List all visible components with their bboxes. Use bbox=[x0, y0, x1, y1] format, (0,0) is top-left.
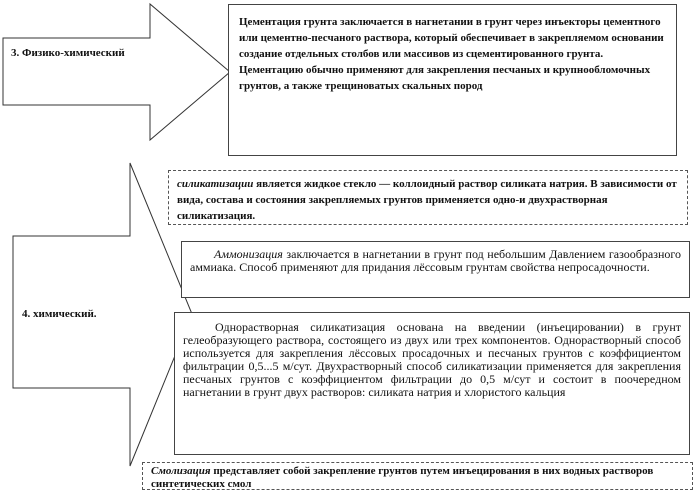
silicatization-text bbox=[177, 176, 679, 224]
silicatization-body: является жидкое стекло — коллоидный раствор силиката натрия. В зависимости от вида, состава и состояния закрепляемых грунтов применяется одно-и двухрастворная силикатизация. bbox=[177, 178, 677, 222]
smolization-box bbox=[142, 462, 693, 490]
ammonization-term: Аммонизация bbox=[214, 247, 283, 261]
smolization-term: Смолизация bbox=[151, 465, 211, 477]
ammonization-body: заключается в нагнетании в грунт под небольшим Давлением газообразного аммиака. Способ применяют для придания лёссовым грунтам свойства непросадочности. bbox=[190, 247, 681, 274]
section3-label: 3. Физико-химический bbox=[11, 47, 125, 59]
single-two-solution-text: Однорастворная силикатизация основана на введении (инъецировании) в грунт гелеобразующего раствора, состоящего из двух или трех компонентов. Однорастворный способ используется для закрепления лёссовых просадочных и песчаных грунтов с коэффициентом фильтрации 0,5...5 м/сут. Двухрастворный способ силикатизации применяется для закрепления песчаных грунтов с коэффициентом фильтрации до 0,5 м/сут и состоит в поочередном нагнетании в грунт двух растворов: силиката натрия и хлористого кальция bbox=[183, 320, 681, 399]
smolization-body: представляет собой закрепление грунтов путем инъецирования в них водных растворов синтетических смол bbox=[151, 465, 654, 490]
ammonization-box bbox=[181, 241, 690, 298]
smolization-text bbox=[151, 465, 684, 490]
single-two-solution-box bbox=[174, 312, 690, 455]
arrow-section3 bbox=[3, 4, 230, 140]
cementation-text: Цементация грунта заключается в нагнетании в грунт через инъекторы цементного или цементно-песчаного раствора, который обеспечивает в закрепляемом основании создание отдельных столбов или массивов из сцементированного грунта. Цементацию обычно применяют для закрепления песчаных и крупнообломочных грунтов, а также трещиноватых скальных пород bbox=[239, 16, 664, 92]
silicatization-term: силикатизации bbox=[177, 178, 254, 190]
silicatization-box bbox=[168, 170, 688, 225]
section4-label: 4. химический. bbox=[22, 308, 97, 320]
ammonization-text bbox=[190, 248, 681, 274]
cementation-box bbox=[228, 4, 677, 156]
